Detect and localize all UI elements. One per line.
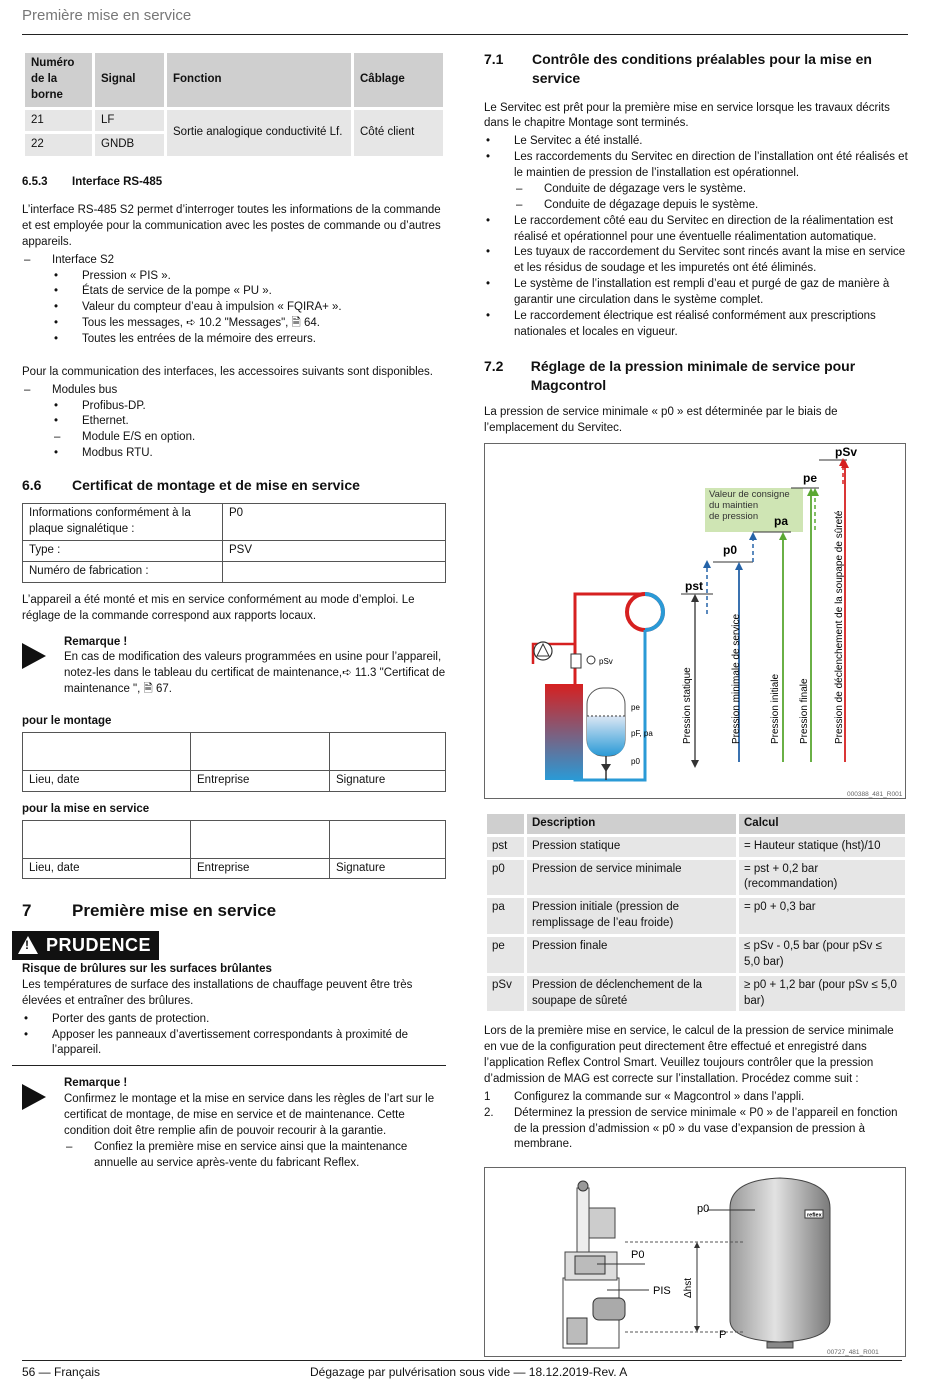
list-item: • Modbus RTU. — [22, 446, 446, 462]
label-p0: p0 — [723, 542, 738, 557]
th-signal: Signal — [94, 52, 166, 109]
section-number: 6.5.3 — [22, 176, 48, 189]
cell-symbol: pSv — [486, 974, 526, 1013]
certificate-table — [22, 503, 446, 582]
label-psv: pSv — [835, 444, 858, 459]
header-rule — [22, 34, 908, 35]
consigne-text-3: de pression — [709, 510, 759, 522]
cell-description: Pression initiale (pression de remplissage de l’eau froide) — [526, 897, 738, 936]
table-row — [486, 974, 907, 1013]
list-item: • Porter des gants de protection. — [22, 1012, 446, 1028]
service-sign-table — [22, 820, 446, 880]
list-item: • Apposer les panneaux d’avertissement correspondants à proximité de l’appareil. — [22, 1028, 446, 1060]
th-borne: Numéro de la borne — [24, 52, 94, 109]
cell-description: Pression finale — [526, 936, 738, 975]
left-column — [22, 50, 446, 1181]
step-number: 2. — [484, 1106, 494, 1119]
list-item: • Les tuyaux de raccordement du Servitec sont rincés avant la mise en service et les résidus de soudage et les impuretés ont été éliminés. — [484, 245, 908, 277]
list-item: • Profibus-DP. — [22, 399, 446, 415]
cell-calcul: = pst + 0,2 bar (recommandation) — [738, 858, 907, 897]
cell-symbol: pst — [486, 835, 526, 858]
figure-code: 00727_481_R001 — [827, 1349, 879, 1357]
heading-6-6 — [22, 476, 446, 495]
paragraph: L’appareil a été monté et mis en service conformément au mode d’emploi. Le réglage de la commande correspond aux rapports locaux. — [22, 593, 415, 622]
heading-6-5-3 — [22, 175, 446, 191]
label-tank-pfpa: pF, pa — [631, 728, 653, 738]
figure-code: 000388_481_R001 — [847, 790, 903, 798]
label-minimale: Pression minimale de service — [731, 613, 742, 744]
page-header-title: Première mise en service — [22, 7, 192, 24]
sign-col-label: Entreprise — [191, 770, 330, 791]
list-item: • Le raccordement électrique est réalisé conformément aux prescriptions nationales et locales en vigueur. — [484, 309, 908, 341]
device-figure-svg — [485, 1168, 905, 1356]
list-item[interactable]: • Tous les messages, ➪ 10.2 "Messages", 🗎 64. — [22, 316, 446, 332]
label-tank-pe: pe — [631, 702, 640, 712]
warning-text: Les températures de surface des installations de chauffage peuvent être très élevées et entraîner des brûlures. — [22, 978, 413, 1007]
list-item: • Le système de l’installation est rempli d’eau et purgé de gaz de manière à garantir une circulation dans le système complet. — [484, 277, 908, 309]
table-row — [486, 897, 907, 936]
list-item: • Le raccordement côté eau du Servitec en direction de la réalimentation est réalisé et opérationnel pour une éventuelle réalimentation automatique. — [484, 214, 908, 246]
cert-label: Type : — [23, 541, 223, 562]
cell-description: Pression de service minimale — [526, 858, 738, 897]
consigne-text-1: Valeur de consigne — [709, 488, 790, 500]
dash-item: – Modules bus — [22, 383, 446, 399]
label-pe: pe — [803, 470, 818, 485]
remark-box — [22, 635, 446, 698]
table-row — [24, 108, 445, 133]
pressure-diagram — [484, 443, 906, 799]
warning-title: Risque de brûlures sur les surfaces brûlantes — [22, 963, 272, 976]
footer-rule — [22, 1360, 902, 1361]
step-item — [484, 1090, 908, 1106]
list-item: – Conduite de dégazage vers le système. — [484, 182, 908, 198]
blank-cell[interactable] — [191, 732, 330, 770]
heading-7 — [22, 899, 446, 922]
cert-label: Informations conformément à la plaque signalétique : — [23, 504, 223, 541]
list-item: • Ethernet. — [22, 414, 446, 430]
consigne-text-2: du maintien — [709, 499, 759, 511]
section-title: Certificat de montage et de mise en service — [72, 477, 360, 494]
cell-symbol: pa — [486, 897, 526, 936]
cell-calcul: ≥ p0 + 1,2 bar (pour pSv ≤ 5,0 bar) — [738, 974, 907, 1013]
blank-cell[interactable] — [330, 732, 446, 770]
cert-label: Numéro de fabrication : — [23, 561, 223, 582]
blank-cell[interactable] — [23, 820, 191, 858]
step-text: Configurez la commande sur « Magcontrol » dans l’appli. — [514, 1090, 805, 1103]
expansion-vessel — [730, 1178, 830, 1342]
heading-7-1 — [484, 50, 908, 89]
th-symbol — [486, 812, 526, 835]
table-row — [23, 504, 446, 541]
warning-label: PRUDENCE — [46, 934, 152, 955]
section-title: Première mise en service — [72, 901, 277, 921]
remark-box — [22, 1076, 446, 1171]
montage-title: pour le montage — [22, 714, 112, 727]
cert-value: PSV — [223, 541, 446, 562]
cert-value: P0 — [223, 504, 446, 541]
cell-description: Pression statique — [526, 835, 738, 858]
table-row — [486, 936, 907, 975]
warning-rule — [12, 1065, 446, 1066]
signal-table — [22, 50, 446, 159]
paragraph: La pression de service minimale « p0 » est déterminée par le biais de l’emplacement du Servitec. — [484, 406, 838, 434]
table-row — [23, 541, 446, 562]
list-item: • États de service de la pompe « PU ». — [22, 284, 446, 300]
footer-doc: Dégazage par pulvérisation sous vide — 18.12.2019-Rev. A — [310, 1365, 628, 1379]
paragraph: L’interface RS-485 S2 permet d’interroger toutes les informations de la commande et est employée pour la communication avec les postes de commande ou d’autres appareils. — [22, 204, 441, 248]
cell-symbol: p0 — [486, 858, 526, 897]
cell-borne: 21 — [24, 108, 94, 133]
dash-item: – Confiez la première mise en service ainsi que la maintenance annuelle au service après-vente du fabricant Reflex. — [64, 1140, 446, 1172]
label-dh: Δhst — [683, 1278, 694, 1299]
sign-col-label: Signature — [330, 858, 446, 879]
th-fonction: Fonction — [166, 52, 353, 109]
sign-col-label: Signature — [330, 770, 446, 791]
cell-calcul: = Hauteur statique (hst)/10 — [738, 835, 907, 858]
boiler-shape — [545, 684, 583, 780]
cell-symbol: pe — [486, 936, 526, 975]
th-description: Description — [526, 812, 738, 835]
section-number: 7.2 — [484, 357, 504, 374]
label-P: P — [719, 1329, 727, 1342]
section-title: Interface RS-485 — [72, 176, 163, 189]
cell-signal: GNDB — [94, 133, 166, 158]
label-finale: Pression finale — [799, 678, 810, 744]
th-cablage: Câblage — [353, 52, 445, 109]
table-row — [486, 835, 907, 858]
table-row — [23, 561, 446, 582]
cell-description: Pression de déclenchement de la soupape de sûreté — [526, 974, 738, 1013]
remark-text[interactable]: En cas de modification des valeurs programmées en usine pour l’appareil, notez-les dans le tableau du certificat de maintenance,➪ 11.3 "Certificat de maintenance ", 🗎 67. — [64, 651, 446, 696]
th-calcul: Calcul — [738, 812, 907, 835]
pressure-diagram-svg — [485, 444, 905, 798]
sign-col-label: Lieu, date — [23, 770, 191, 791]
remark-title: Remarque ! — [64, 1077, 128, 1090]
label-initiale: Pression initiale — [770, 673, 781, 744]
blank-cell[interactable] — [330, 820, 446, 858]
list-item: • Valeur du compteur d’eau à impulsion « FQIRA+ ». — [22, 300, 446, 316]
section-title: Contrôle des conditions préalables pour la mise en service — [531, 51, 872, 87]
remark-text: Confirmez le montage et la mise en service dans les règles de l’art sur le certificat de montage, de mise en service et de maintenance. Cette condition doit être remplie afin de pouvoir recourir à la garantie. — [64, 1093, 435, 1137]
paragraph: Le Servitec est prêt pour la première mise en service lorsque les travaux décrits dans le chapitre Montage sont terminés. — [484, 101, 890, 130]
table-row — [486, 858, 907, 897]
dash-item: – Interface S2 — [22, 253, 446, 269]
cell-calcul: ≤ pSv - 0,5 bar (pour pSv ≤ 5,0 bar) — [738, 936, 907, 975]
warning-triangle-icon: ! — [18, 936, 38, 954]
warning-badge — [12, 931, 159, 960]
list-item: • Le Servitec a été installé. — [484, 134, 908, 150]
label-statique: Pression statique — [682, 667, 693, 744]
label-p0-vessel: p0 — [697, 1203, 710, 1216]
arrow-icon — [22, 635, 64, 698]
footer-page: 56 — Français — [22, 1365, 101, 1379]
brand-logo: reflex — [807, 1212, 822, 1219]
section-title: Réglage de la pression minimale de service pour Magcontrol — [530, 357, 856, 393]
montage-sign-table — [22, 732, 446, 792]
label-tank-p0: p0 — [631, 756, 640, 766]
blank-cell[interactable] — [191, 820, 330, 858]
label-pst: pst — [685, 578, 703, 593]
label-valve-psv: pSv — [599, 656, 613, 666]
sign-col-label: Lieu, date — [23, 858, 191, 879]
blank-cell[interactable] — [23, 732, 191, 770]
list-item: – Module E/S en option. — [22, 430, 446, 446]
cell-signal: LF — [94, 108, 166, 133]
label-P0: P0 — [631, 1249, 645, 1262]
paragraph: Pour la communication des interfaces, les accessoires suivants sont disponibles. — [22, 365, 434, 378]
cell-calcul: = p0 + 0,3 bar — [738, 897, 907, 936]
list-item: • Pression « PIS ». — [22, 269, 446, 285]
remark-title: Remarque ! — [64, 635, 128, 648]
section-number: 7.1 — [484, 51, 504, 67]
step-item — [484, 1106, 908, 1154]
heading-7-2 — [484, 357, 908, 396]
sign-col-label: Entreprise — [191, 858, 330, 879]
service-title: pour la mise en service — [22, 802, 150, 815]
step-text: Déterminez la pression de service minimale « P0 » de l’appareil en fonction de la pression d’admission « p0 » du vase d’expansion de pression à membrane. — [514, 1106, 898, 1151]
cert-value — [223, 561, 446, 582]
cell-fonction: Sortie analogique conductivité Lf. — [166, 108, 353, 158]
list-item: • Les raccordements du Servitec en direction de l’installation ont été réalisés et le maintien de pression de l’installation est opérationnel. — [484, 150, 908, 182]
calc-table — [484, 811, 908, 1015]
right-column — [484, 50, 908, 1357]
label-PIS: PIS — [653, 1285, 671, 1298]
cell-borne: 22 — [24, 133, 94, 158]
section-number: 6.6 — [22, 477, 42, 494]
paragraph: Lors de la première mise en service, le calcul de la pression de service minimale en vue de la configuration peut directement être effectué et enregistré dans l’application Reflex Control Smart. Veuillez toujours contrôler que la pression d’admission de MAG est correcte sur l’installation. Procédez comme suit : — [484, 1025, 894, 1086]
section-number: 7 — [22, 901, 32, 921]
arrow-icon — [22, 1076, 64, 1171]
label-declench: Pression de déclenchement de la soupape de sûreté — [834, 510, 845, 744]
cell-cablage: Côté client — [353, 108, 445, 158]
list-item: – Conduite de dégazage depuis le système. — [484, 198, 908, 214]
label-pa: pa — [774, 513, 789, 528]
list-item: • Toutes les entrées de la mémoire des erreurs. — [22, 332, 446, 348]
step-number: 1 — [484, 1090, 491, 1103]
device-figure — [484, 1167, 906, 1357]
